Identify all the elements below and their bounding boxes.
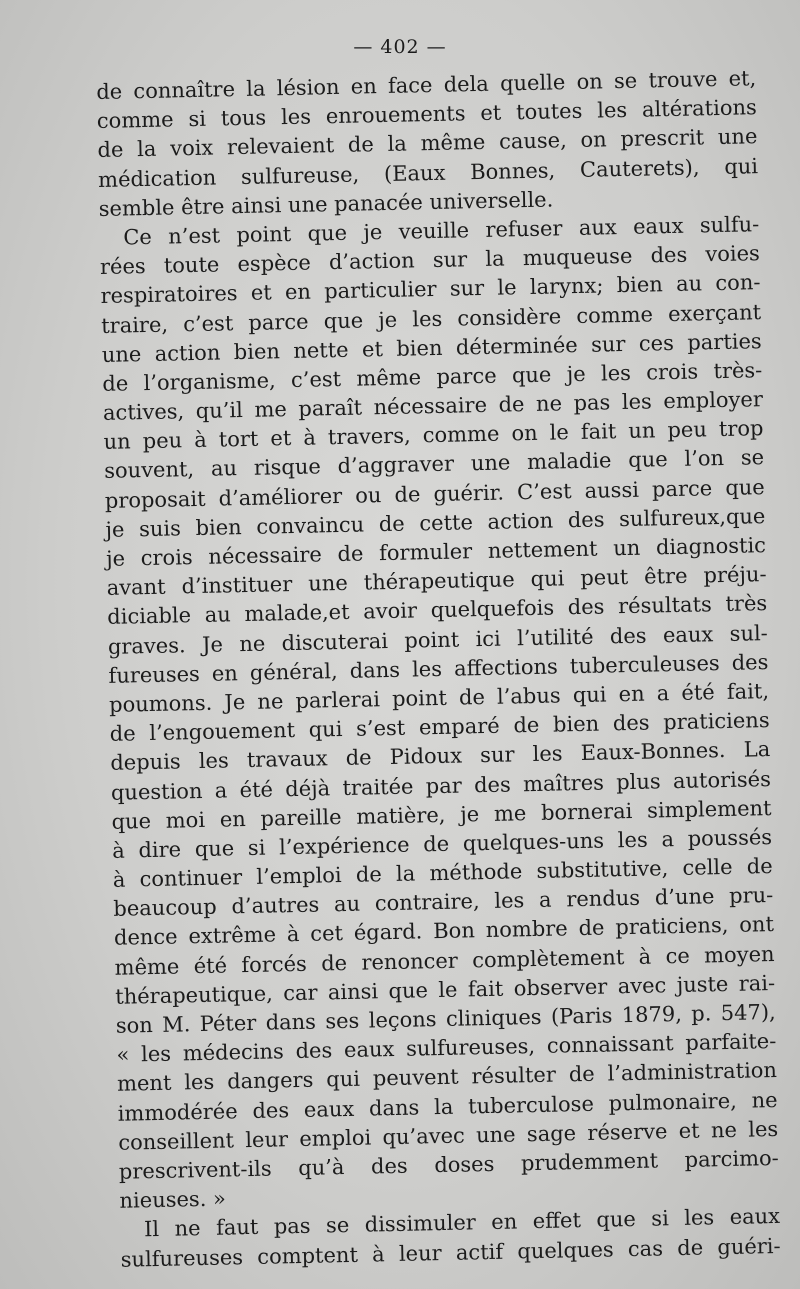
text-line: fureuses en général, dans les affections tuberculeuses des: [108, 649, 769, 688]
text-line: son M. Péter dans ses leçons cliniques (Paris 1879, p. 547),: [115, 999, 776, 1038]
text-line: sulfureuses comptent à leur actif quelques cas de guéri-: [120, 1233, 781, 1272]
text-line: beaucoup d’autres au contraire, les a rendus d’une pru-: [113, 883, 774, 922]
text-line: poumons. Je ne parlerai point de l’abus qui en a été fait,: [108, 678, 770, 717]
text-line: respiratoires et en particulier sur le larynx; bien au con-: [100, 270, 761, 309]
text-line: comme si tous les enrouements et toutes les altérations: [96, 95, 758, 134]
body-text: [96, 64, 781, 1274]
text-line: souvent, au risque d’aggraver une maladie que l’on se: [103, 445, 765, 484]
text-line: diciable au malade,et avoir quelquefois des résultats très: [107, 591, 768, 630]
text-line: même été forcés de renoncer complètement à ce moyen: [114, 941, 775, 980]
text-line: ment les dangers qui peuvent résulter de l’administration: [116, 1058, 778, 1097]
text-line: graves. Je ne discuterai point ici l’utilité des eaux sul-: [107, 620, 769, 659]
text-line: médication sulfureuse, (Eaux Bonnes, Cauterets), qui: [97, 153, 759, 192]
text-line: un peu à tort et à travers, comme on le fait un peu trop: [103, 416, 764, 455]
text-line: actives, qu’il me paraît nécessaire de ne pas les employer: [102, 387, 764, 425]
text-line: à dire que si l’expérience de quelques-uns les a poussés: [111, 824, 773, 863]
text-line: Il ne faut pas se dissimuler en effet que si les eaux: [143, 1204, 781, 1242]
text-line: proposait d’améliorer ou de guérir. C’est aussi parce que: [104, 474, 765, 513]
text-line: je crois nécessaire de formuler nettement un diagnostic: [105, 533, 767, 571]
text-line: avant d’instituer une thérapeutique qui peut être préju-: [106, 562, 767, 601]
text-line: de la voix relevaient de la même cause, on prescrit une: [97, 124, 758, 163]
text-line: prescrivent-ils qu’à des doses prudemment parcimo-: [118, 1145, 780, 1184]
page-number: — 402 —: [353, 36, 447, 58]
text-line: une action bien nette et bien déterminée sur ces parties: [101, 328, 762, 367]
text-line: de l’engouement qui s’est emparé de bien des praticiens: [109, 708, 770, 746]
text-line: depuis les travaux de Pidoux sur les Eaux-Bonnes. La: [110, 737, 771, 776]
text-line: « les médecins des eaux sulfureuses, connaissant parfaite-: [116, 1029, 777, 1067]
text-line: dence extrême à cet égard. Bon nombre de praticiens, ont: [113, 912, 775, 951]
text-line: conseillent leur emploi qu’avec une sage réserve et ne les: [118, 1116, 779, 1155]
text-line: semble être ainsi une panacée universelle.: [98, 187, 554, 221]
text-line: je suis bien convaincu de cette action des sulfureux,que: [105, 503, 766, 542]
text-line: traire, c’est parce que je les considère comme exerçant: [100, 299, 762, 338]
text-line: thérapeutique, car ainsi que le fait observer avec juste rai-: [114, 970, 776, 1009]
text-line: que moi en pareille matière, je me bornerai simplement: [111, 795, 772, 834]
text-line: rées toute espèce d’action sur la muqueuse des voies: [99, 241, 761, 280]
text-line: de l’organisme, c’est même parce que je les crois très-: [102, 357, 763, 396]
text-line: de connaître la lésion en face dela quelle on se trouve et,: [96, 66, 757, 104]
text-line: nieuses. »: [119, 1186, 227, 1213]
text-line: question a été déjà traitée par des maîtres plus autorisés: [110, 766, 772, 805]
text-line: à continuer l’emploi de la méthode substitutive, celle de: [112, 854, 773, 892]
text-line: Ce n’est point que je veuille refuser aux eaux sulfu-: [123, 212, 760, 250]
text-line: immodérée des eaux dans la tuberculose pulmonaire, ne: [117, 1087, 778, 1126]
